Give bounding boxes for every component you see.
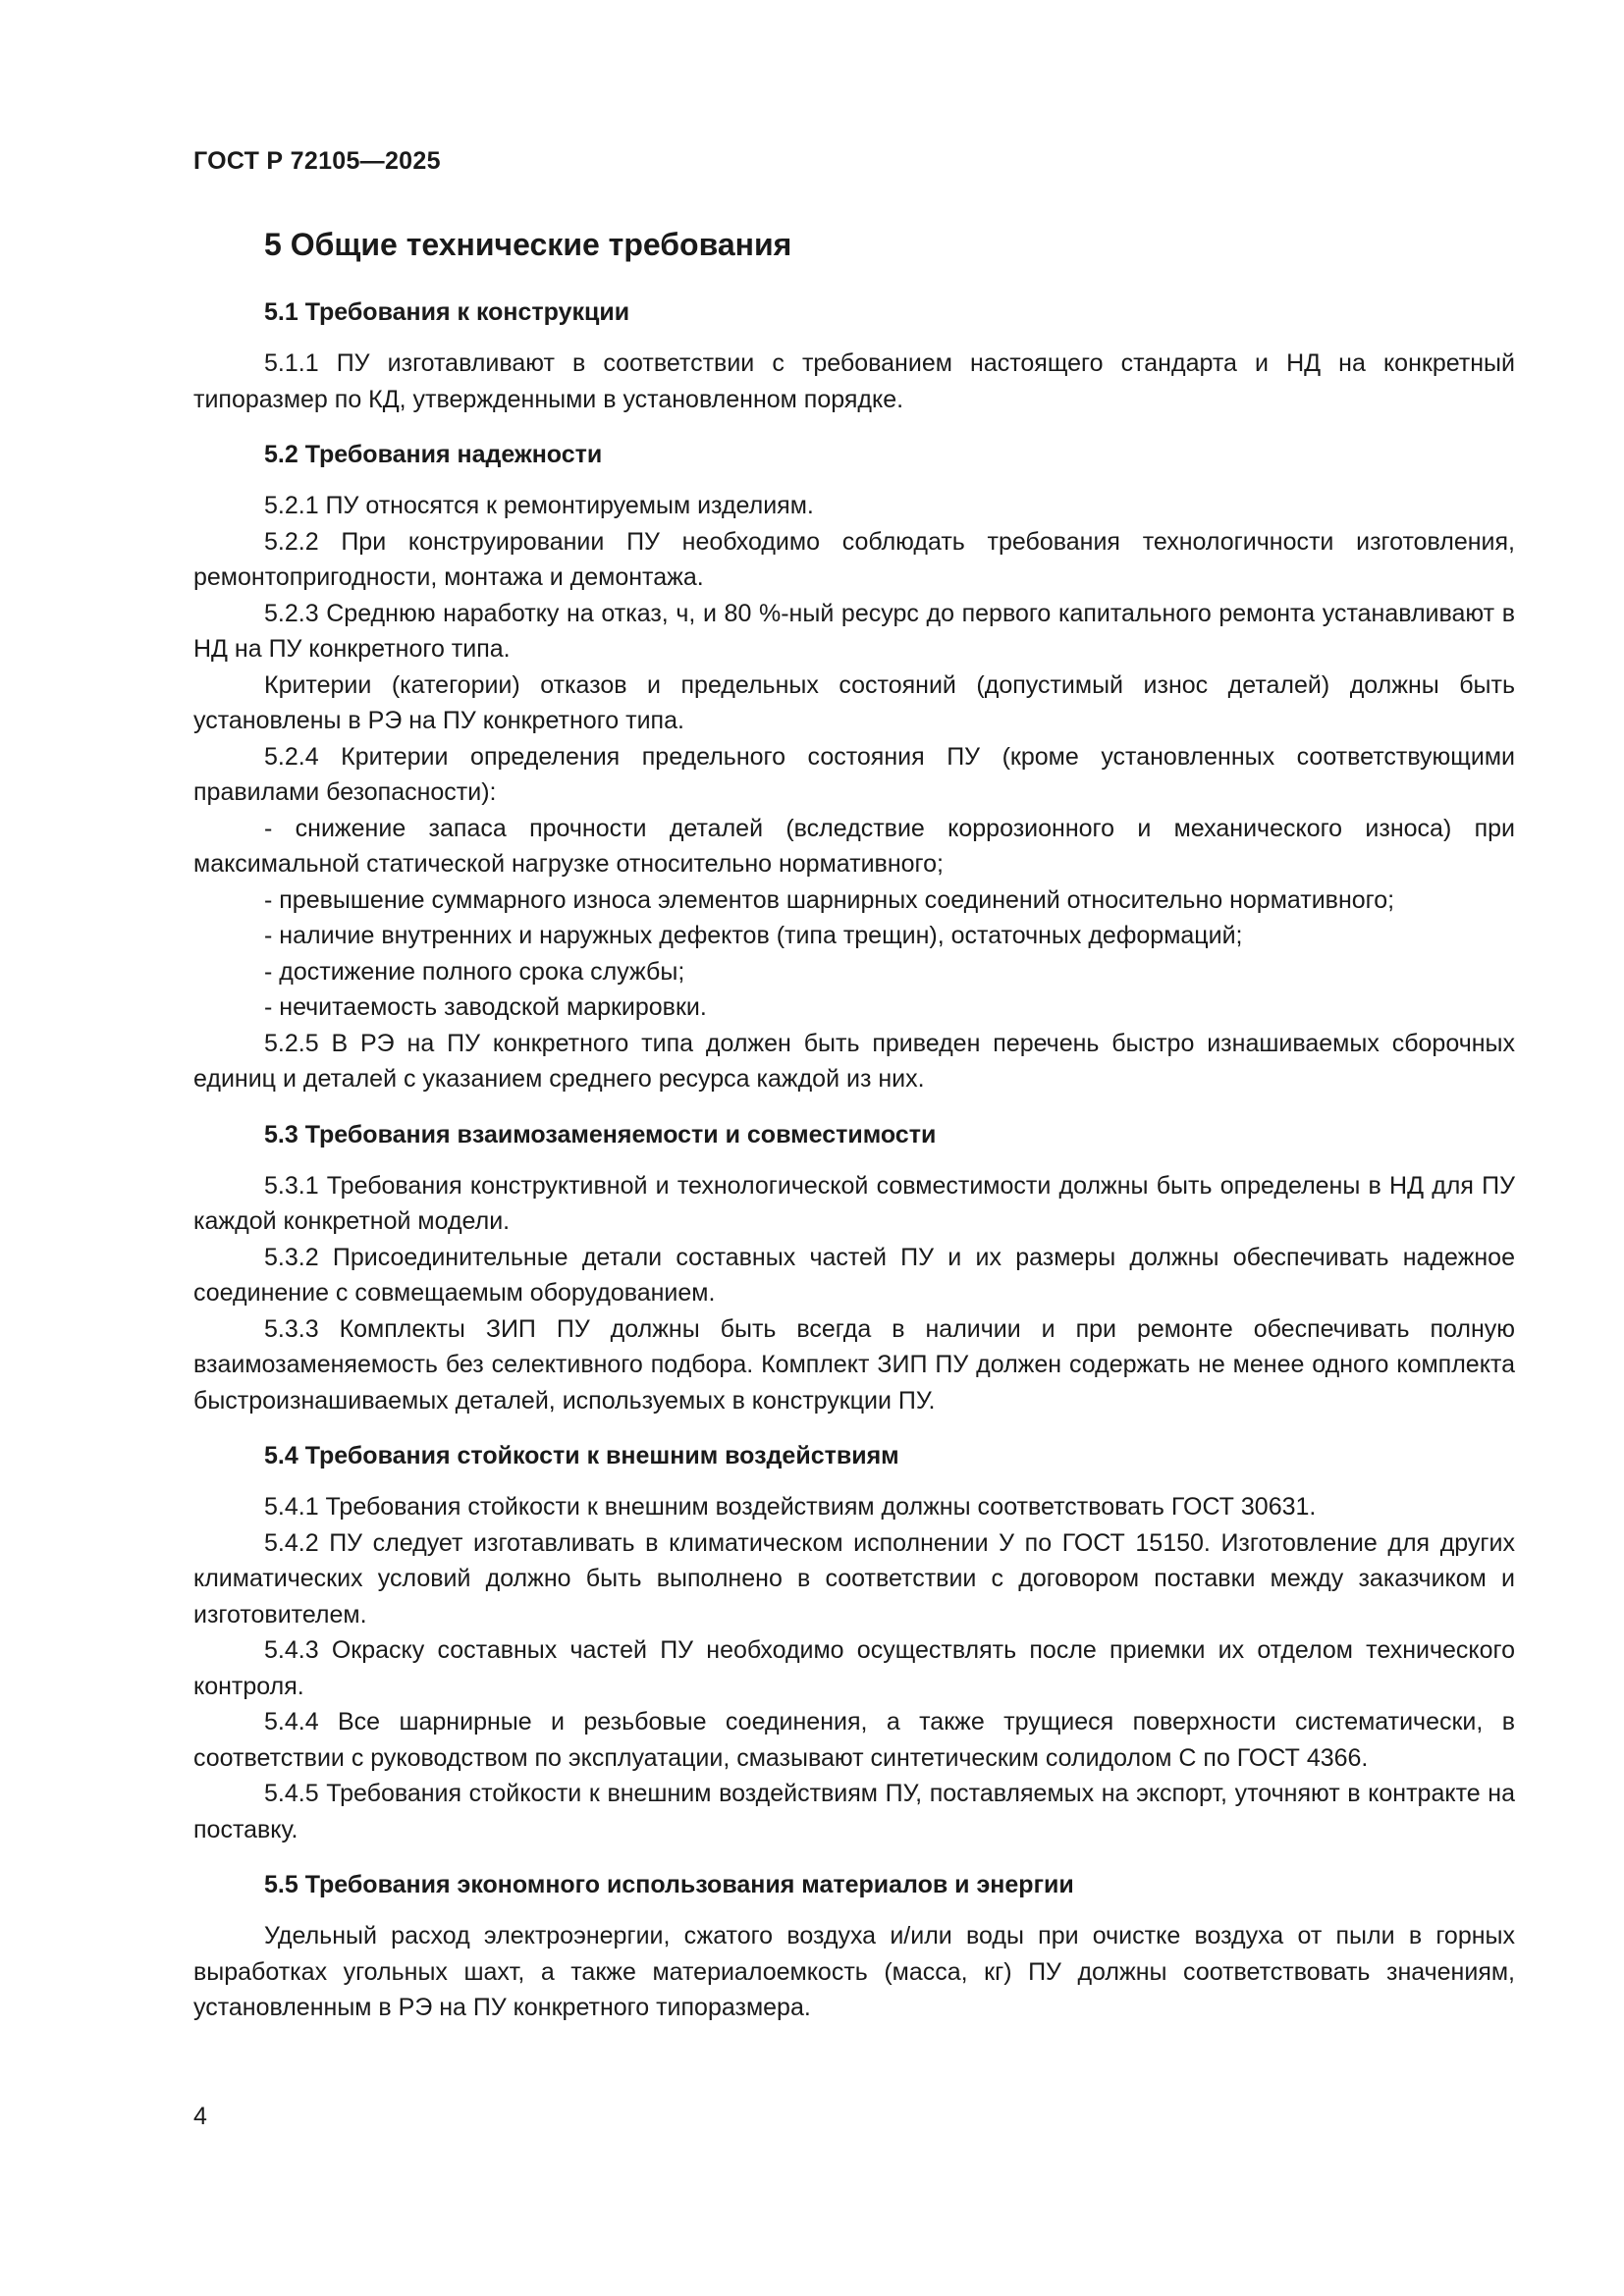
list-item: - превышение суммарного износа элементов шарнирных соединений относительно нормативного; [264, 885, 1395, 914]
paragraph-5-3-1: 5.3.1 Требования конструктивной и технологической совместимости должны быть определены в НД для ПУ каждой конкретной модели. [193, 1171, 1515, 1235]
paragraph-5-4-3: 5.4.3 Окраску составных частей ПУ необходимо осуществлять после приемки их отделом технического контроля. [193, 1636, 1515, 1700]
document-body [193, 224, 1515, 2026]
subsection-title-5-3: 5.3 Требования взаимозаменяемости и совместимости [264, 1120, 937, 1148]
list-item: - наличие внутренних и наружных дефектов (типа трещин), остаточных деформаций; [264, 922, 1243, 949]
paragraph-5-5: Удельный расход электроэнергии, сжатого воздуха и/или воды при очистке воздуха от пыли в горных выработках угольных шахт, а также материалоемкость (масса, кг) ПУ должны соответствовать значениям, установленным в РЭ на ПУ конкретного типоразмера. [193, 1922, 1515, 2021]
subsection-title-5-2: 5.2 Требования надежности [264, 441, 603, 468]
document-code: ГОСТ Р 72105—2025 [193, 147, 441, 175]
paragraph-5-2-1: 5.2.1 ПУ относятся к ремонтируемым изделиям. [264, 492, 814, 519]
subsection-title-5-5: 5.5 Требования экономного использования материалов и энергии [264, 1871, 1074, 1898]
paragraph-5-3-2: 5.3.2 Присоединительные детали составных частей ПУ и их размеры должны обеспечивать надежное соединение с совмещаемым оборудованием. [193, 1243, 1515, 1307]
list-item: - нечитаемость заводской маркировки. [264, 993, 707, 1021]
section-title: 5 Общие технические требования [264, 227, 792, 262]
document-page [193, 0, 1515, 2296]
paragraph-5-2-3-criteria: Критерии (категории) отказов и предельных состояний (допустимый износ деталей) должны быть установлены в РЭ на ПУ конкретного типа. [193, 670, 1515, 734]
list-item: - достижение полного срока службы; [264, 957, 685, 986]
subsection-title-5-4: 5.4 Требования стойкости к внешним воздействиям [264, 1442, 899, 1469]
paragraph-5-3-3: 5.3.3 Комплекты ЗИП ПУ должны быть всегда в наличии и при ремонте обеспечивать полную взаимозаменяемость без селективного подбора. Комплект ЗИП ПУ должен содержать не менее одного комплекта быстроизнашиваемых деталей, используемых в конструкции ПУ. [193, 1314, 1515, 1415]
paragraph-5-2-5: 5.2.5 В РЭ на ПУ конкретного типа должен быть приведен перечень быстро изнашиваемых сборочных единиц и деталей с указанием среднего ресурса каждой из них. [193, 1029, 1515, 1093]
paragraph-5-1-1: 5.1.1 ПУ изготавливают в соответствии с требованием настоящего стандарта и НД на конкретный типоразмер по КД, утвержденными в установленном порядке. [193, 349, 1515, 413]
paragraph-5-2-4: 5.2.4 Критерии определения предельного состояния ПУ (кроме установленных соответствующими правилами безопасности): [193, 742, 1515, 806]
paragraph-5-4-2: 5.4.2 ПУ следует изготавливать в климатическом исполнении У по ГОСТ 15150. Изготовление для других климатических условий должно быть выполнено в соответствии с договором поставки между заказчиком и изготовителем. [193, 1528, 1515, 1629]
subsection-title-5-1: 5.1 Требования к конструкции [264, 298, 630, 326]
paragraph-5-2-3: 5.2.3 Среднюю наработку на отказ, ч, и 80 %-ный ресурс до первого капитального ремонта устанавливают в НД на ПУ конкретного типа. [193, 599, 1515, 663]
page-number: 4 [193, 2103, 207, 2130]
paragraph-5-4-4: 5.4.4 Все шарнирные и резьбовые соединения, а также трущиеся поверхности систематически, в соответствии с руководством по эксплуатации, смазывают синтетическим солидолом С по ГОСТ 4366. [193, 1708, 1515, 1772]
paragraph-5-2-2: 5.2.2 При конструировании ПУ необходимо соблюдать требования технологичности изготовления, ремонтопригодности, монтажа и демонтажа. [193, 527, 1515, 591]
paragraph-5-4-1: 5.4.1 Требования стойкости к внешним воздействиям должны соответствовать ГОСТ 30631. [264, 1493, 1317, 1521]
list-item: - снижение запаса прочности деталей (вследствие коррозионного и механического износа) при максимальной статической нагрузке относительно нормативного; [193, 814, 1515, 878]
paragraph-5-4-5: 5.4.5 Требования стойкости к внешним воздействиям ПУ, поставляемых на экспорт, уточняют в контракте на поставку. [193, 1780, 1515, 1843]
